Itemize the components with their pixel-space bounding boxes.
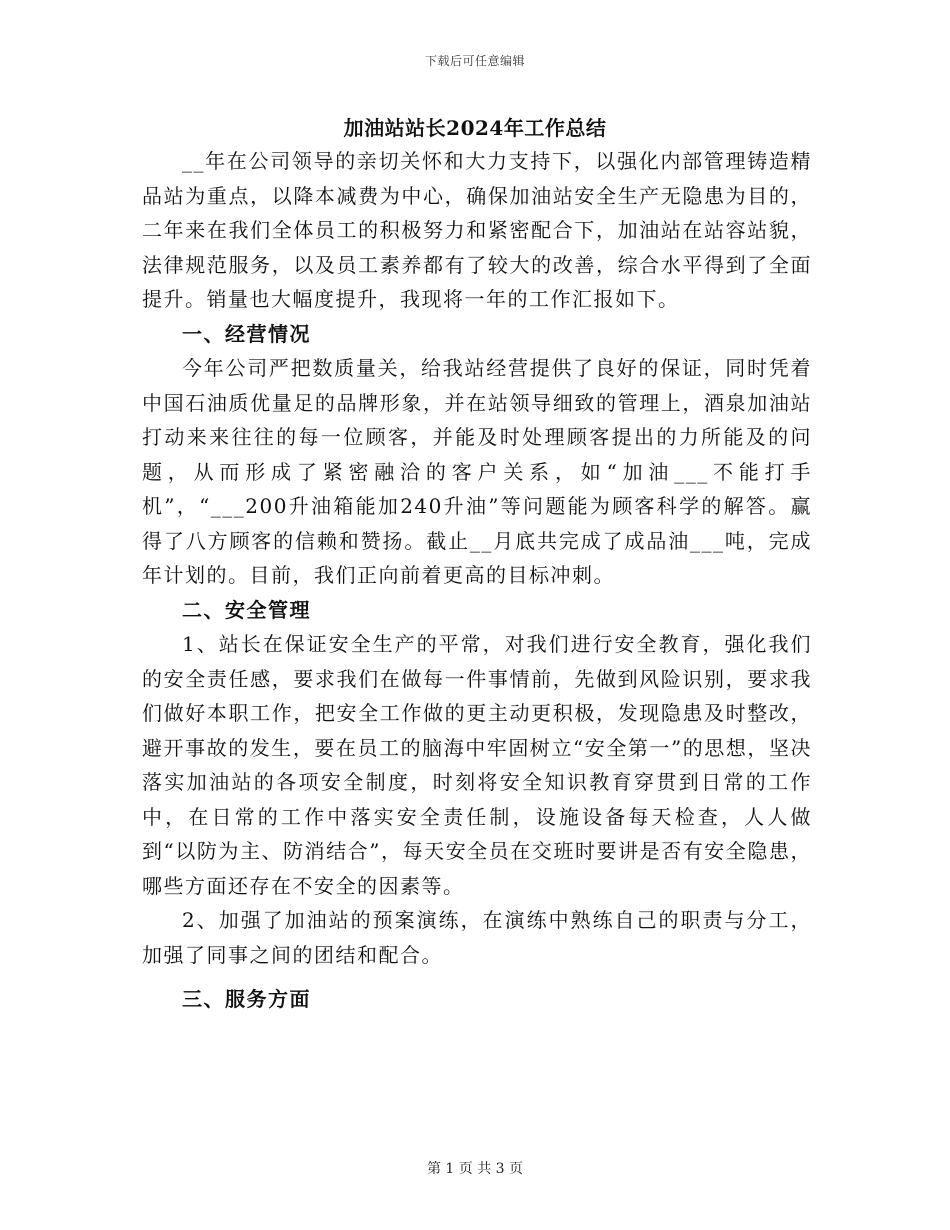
header-note: 下载后可任意编辑	[424, 54, 525, 68]
document-title: 加油站站长2024年工作总结	[343, 116, 607, 140]
safety-paragraph-2: 2、加强了加油站的预案演练，在演练中熟练自己的职责与分工，加强了同事之间的团结和配合。	[142, 908, 812, 967]
section-heading-safety: 二、安全管理	[182, 597, 311, 622]
section-heading-operations: 一、经营情况	[182, 321, 311, 346]
document-body	[142, 144, 812, 1017]
page-footer: 第 1 页 共 3 页	[426, 1161, 524, 1177]
section-heading-service: 三、服务方面	[182, 987, 311, 1011]
intro-paragraph: __年在公司领导的亲切关怀和大力支持下，以强化内部管理铸造精品站为重点，以降本减费为中心，确保加油站安全生产无隐患为目的，二年来在我们全体员工的积极努力和紧密配合下，加油站在站容站貌，法律规范服务，以及员工素养都有了较大的改善，综合水平得到了全面提升。销量也大幅度提升，我现将一年的工作汇报如下。	[142, 149, 812, 311]
operations-paragraph: 今年公司严把数质量关，给我站经营提供了良好的保证，同时凭着中国石油质优量足的品牌形象，并在站领导细致的管理上，酒泉加油站打动来来往往的每一位顾客，并能及时处理顾客提出的力所能及的问题，从而形成了紧密融洽的客户关系，如“加油___不能打手机”，“___200升油箱能加240升油”等问题能为顾客科学的解答。赢得了八方顾客的信赖和赞扬。截止__月底共完成了成品油___吨，完成年计划的。目前，我们正向前着更高的目标冲刺。	[142, 356, 812, 587]
safety-paragraph-1: 1、站长在保证安全生产的平常，对我们进行安全教育，强化我们的安全责任感，要求我们在做每一件事情前，先做到风险识别，要求我们做好本职工作，把安全工作做的更主动更积极，发现隐患及时整改，避开事故的发生，要在员工的脑海中牢固树立“安全第一”的思想，坚决落实加油站的各项安全制度，时刻将安全知识教育穿贯到日常的工作中，在日常的工作中落实安全责任制，设施设备每天检查，人人做到“以防为主、防消结合”，每天安全员在交班时要讲是否有安全隐患，哪些方面还存在不安全的因素等。	[142, 632, 812, 898]
